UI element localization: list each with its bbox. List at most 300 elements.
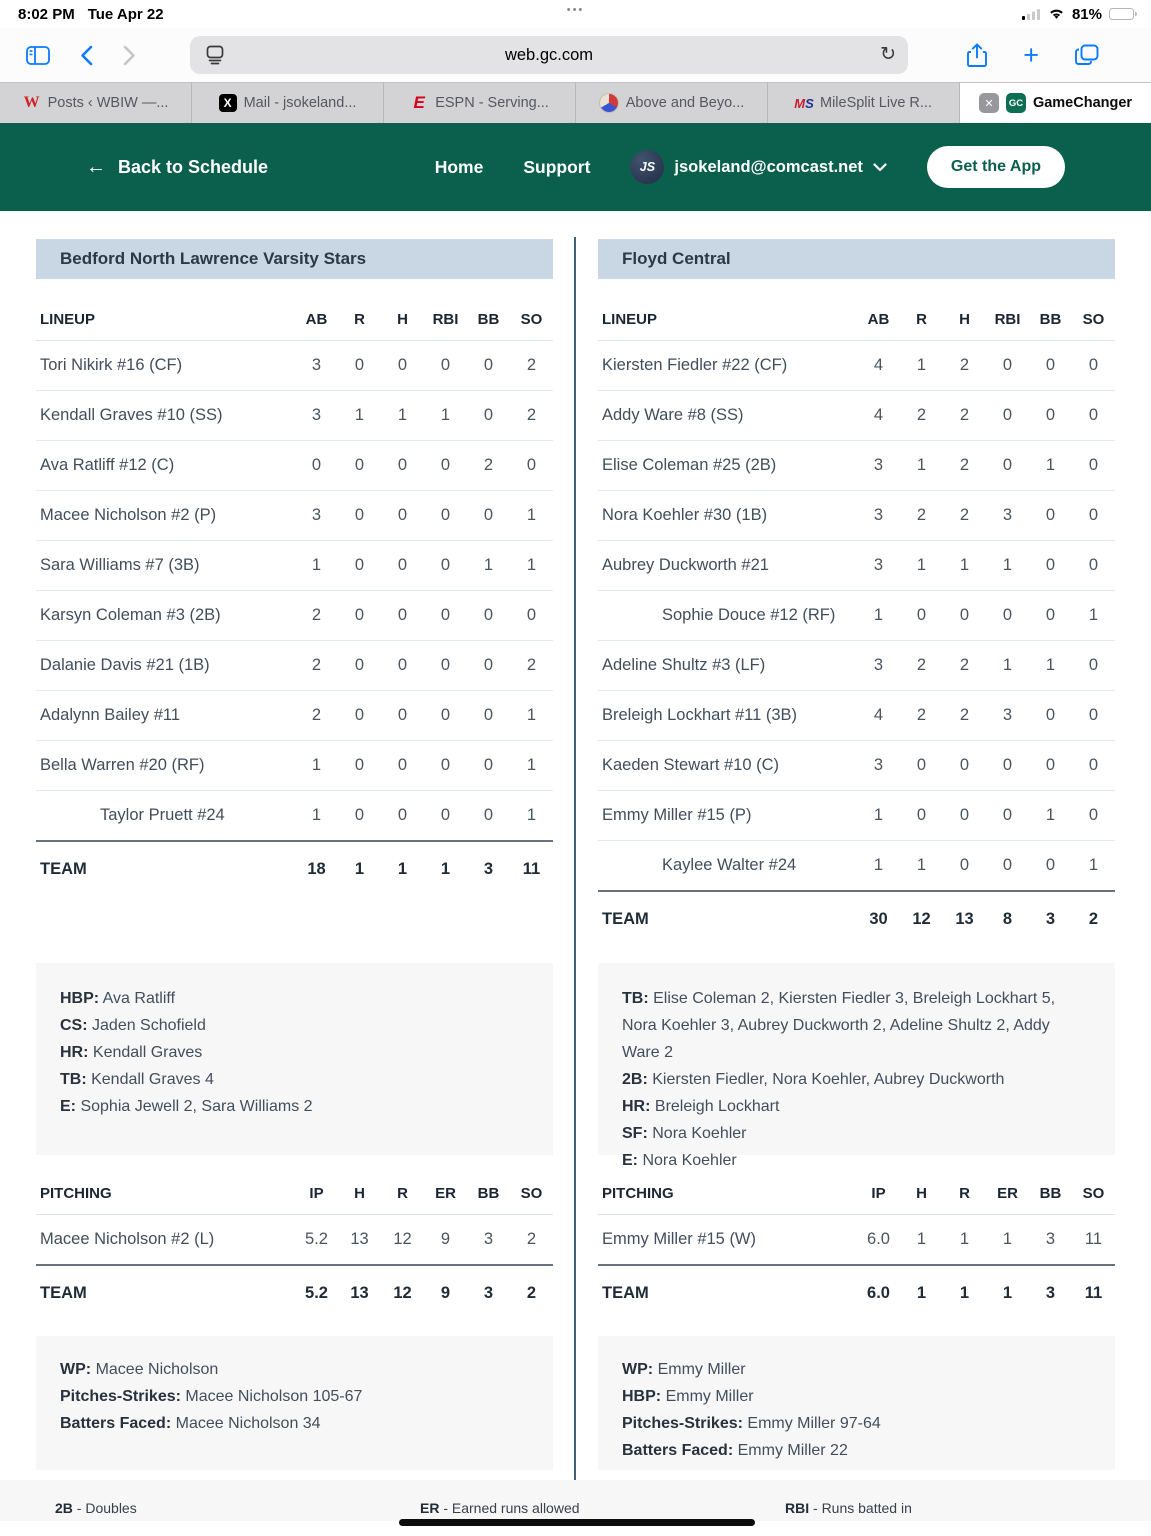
legend-desc: - Runs batted in: [813, 1500, 912, 1516]
stat: 1: [1002, 1283, 1013, 1302]
team-name-bar: [36, 239, 553, 279]
stat: 0: [354, 556, 365, 574]
battery-percent: 81%: [1071, 5, 1102, 23]
account-email: jsokeland@comcast.net: [674, 157, 863, 176]
stat: 0: [959, 606, 970, 624]
stat: 2: [959, 656, 970, 674]
stat: 5.2: [305, 1283, 328, 1302]
avatar: JS: [630, 150, 664, 184]
stat: 1: [397, 406, 408, 424]
stat: 6.0: [867, 1283, 890, 1302]
legend-item: [420, 1500, 580, 1516]
stat: 2: [526, 656, 537, 674]
stat: 0: [483, 406, 494, 424]
stat: 1: [483, 556, 494, 574]
table-row: [598, 441, 1115, 491]
stat: 1: [1045, 456, 1056, 474]
note-text: Macee Nicholson: [95, 1361, 219, 1378]
batting-notes: [36, 963, 553, 1155]
col-pitching: PITCHING: [40, 1185, 112, 1202]
col-pitching: PITCHING: [602, 1185, 674, 1202]
table-row: [36, 691, 553, 741]
stat: 13: [350, 1283, 369, 1302]
note-label: 2B:: [622, 1071, 648, 1088]
multitask-dots-icon: •••: [566, 4, 585, 16]
note-label: E:: [60, 1098, 76, 1115]
back-nav-icon[interactable]: [80, 45, 93, 66]
stat: 1: [916, 456, 927, 474]
tab-label: MileSplit Live R...: [819, 95, 932, 111]
table-row: [598, 491, 1115, 541]
stat: 3: [1002, 506, 1013, 524]
tab-above-and-beyond[interactable]: [576, 83, 768, 123]
stat: 2: [311, 706, 322, 724]
table-row: [36, 641, 553, 691]
nav-support-link[interactable]: Support: [523, 156, 591, 177]
nav-home-link[interactable]: Home: [434, 156, 484, 177]
stat: 0: [397, 606, 408, 624]
player-name: Karsyn Coleman #3 (2B): [40, 606, 221, 624]
note-text: Emmy Miller 97-64: [747, 1415, 881, 1432]
stat: 0: [1088, 506, 1099, 524]
note-line: [622, 985, 1091, 1066]
note-label: HBP:: [622, 1388, 662, 1405]
note-text: Elise Coleman 2, Kiersten Fiedler 3, Breleigh Lockhart 5, Nora Koehler 3, Aubrey Duckworth 2, Adeline Shultz 2, Addy Ware 2: [622, 990, 1056, 1061]
table-row: [36, 741, 553, 791]
stat: 0: [440, 806, 451, 824]
player-name: Ava Ratliff #12 (C): [40, 456, 175, 474]
espn-favicon: E: [413, 93, 425, 112]
stat: 1: [1088, 606, 1099, 624]
stat: 2: [311, 656, 322, 674]
stat: 0: [354, 456, 365, 474]
table-row: [598, 341, 1115, 391]
note-line: [60, 985, 529, 1012]
stat: 3: [873, 456, 884, 474]
note-label: Pitches-Strikes:: [622, 1415, 743, 1432]
stat: 1: [1002, 556, 1013, 574]
legend-desc: - Earned runs allowed: [443, 1500, 580, 1516]
col-bb: BB: [477, 311, 500, 328]
col-r: R: [916, 311, 927, 328]
col-er: ER: [997, 1185, 1018, 1202]
stat: 4: [873, 356, 884, 374]
team-name: Bedford North Lawrence Varsity Stars: [60, 249, 367, 268]
stat: 1: [354, 859, 365, 878]
column-divider: [574, 237, 576, 1483]
stat: 0: [354, 706, 365, 724]
batting-notes: [598, 963, 1115, 1169]
stat: 2: [526, 406, 537, 424]
note-text: Emmy Miller: [657, 1361, 746, 1378]
note-line: [622, 1356, 1091, 1383]
gamechanger-favicon: GC: [1006, 93, 1026, 113]
stat: 3: [873, 656, 884, 674]
team-box-home: [598, 239, 1115, 1470]
milesplit-favicon: [795, 94, 813, 112]
stat: 0: [397, 706, 408, 724]
battery-icon: [1109, 8, 1137, 20]
ms-s: S: [805, 95, 814, 111]
stat: 3: [1045, 1230, 1056, 1248]
refresh-icon[interactable]: ↻: [880, 44, 896, 65]
stat: 3: [873, 756, 884, 774]
wbiw-favicon: W: [23, 94, 40, 111]
pitching-total-row: [598, 1264, 1115, 1320]
note-line: [622, 1383, 1091, 1410]
stat: 0: [1045, 556, 1056, 574]
team-name: Floyd Central: [622, 249, 731, 268]
stat: 1: [916, 856, 927, 874]
table-row: [598, 691, 1115, 741]
stat: 1: [354, 406, 365, 424]
note-text: Sophia Jewell 2, Sara Williams 2: [80, 1098, 313, 1115]
stat: 0: [311, 456, 322, 474]
stat: 4: [873, 406, 884, 424]
stat: 0: [483, 656, 494, 674]
toolbar-left-group: [26, 45, 136, 66]
team-name-bar: [598, 239, 1115, 279]
site-header: [0, 123, 1151, 211]
note-line: [622, 1147, 1091, 1174]
site-nav: [435, 146, 1065, 188]
table-row: [36, 391, 553, 441]
stat: 13: [955, 909, 974, 928]
player-name: Sara Williams #7 (3B): [40, 556, 200, 574]
address-bar[interactable]: [190, 36, 908, 74]
col-so: SO: [1082, 311, 1105, 328]
player-name: Emmy Miller #15 (P): [602, 806, 752, 824]
stat: 0: [440, 356, 451, 374]
player-name: Kaeden Stewart #10 (C): [602, 756, 780, 774]
note-label: Batters Faced:: [60, 1415, 172, 1432]
stat: 0: [1045, 706, 1056, 724]
pitching-total-row: [36, 1264, 553, 1320]
tab-label: GameChanger: [1032, 95, 1133, 111]
stat: 1: [1002, 656, 1013, 674]
stat: 0: [397, 456, 408, 474]
stat: 12: [393, 1283, 412, 1302]
player-name: Kiersten Fiedler #22 (CF): [602, 356, 788, 374]
stat: 0: [916, 806, 927, 824]
stat: 3: [873, 506, 884, 524]
table-row: [598, 791, 1115, 841]
stat: 2: [959, 456, 970, 474]
stat: 0: [1045, 606, 1056, 624]
stat: 1: [1088, 856, 1099, 874]
pitcher-row: [598, 1215, 1115, 1264]
back-label: Back to Schedule: [118, 156, 269, 177]
lineup-table: [36, 279, 553, 951]
team-total-label: TEAM: [602, 909, 649, 928]
tab-wbiw[interactable]: [0, 83, 192, 123]
col-bb: BB: [1039, 311, 1062, 328]
stat: 3: [311, 406, 322, 424]
stat: 2: [1088, 909, 1099, 928]
stat: 3: [483, 1283, 494, 1302]
note-text: Nora Koehler: [652, 1125, 747, 1142]
stat: 0: [1045, 506, 1056, 524]
note-label: TB:: [622, 990, 649, 1007]
col-ip: IP: [309, 1185, 324, 1202]
stat: 12: [393, 1230, 412, 1248]
stat: 3: [311, 356, 322, 374]
stat: 1: [873, 856, 884, 874]
stat: 0: [440, 556, 451, 574]
pitching-notes: [36, 1336, 553, 1470]
stat: 0: [1045, 406, 1056, 424]
stat: 13: [350, 1230, 369, 1248]
note-text: Emmy Miller: [665, 1388, 754, 1405]
tab-mail[interactable]: [192, 83, 384, 123]
stat: 0: [1002, 606, 1013, 624]
player-name: Adalynn Bailey #11: [40, 706, 181, 724]
share-icon[interactable]: [967, 43, 987, 68]
cellular-icon: [1022, 8, 1041, 20]
stat: 1: [916, 556, 927, 574]
table-row: [36, 341, 553, 391]
legend-item: [785, 1500, 912, 1516]
table-row: [598, 841, 1115, 890]
stat: 0: [1088, 356, 1099, 374]
home-indicator[interactable]: [399, 1519, 755, 1526]
stat: 0: [1045, 356, 1056, 374]
stat: 3: [1045, 1283, 1056, 1302]
stat: 0: [1088, 706, 1099, 724]
page-settings-icon[interactable]: [205, 45, 225, 65]
player-name: Bella Warren #20 (RF): [40, 756, 205, 774]
stat: 1: [526, 506, 537, 524]
note-text: Kendall Graves 4: [91, 1071, 214, 1088]
stat: 12: [912, 909, 931, 928]
team-total-row: [36, 840, 553, 896]
tab-label: Posts ‹ WBIW —...: [47, 95, 169, 111]
toolbar-right-group: [967, 40, 1099, 70]
battery-tip: [1135, 12, 1137, 16]
col-h: H: [354, 1185, 365, 1202]
note-text: Breleigh Lockhart: [654, 1098, 780, 1115]
player-name: Adeline Shultz #3 (LF): [602, 656, 766, 674]
stat: 0: [1002, 456, 1013, 474]
stat: 1: [526, 806, 537, 824]
stat: 1: [959, 556, 970, 574]
stat: 2: [311, 606, 322, 624]
get-the-app-button[interactable]: Get the App: [927, 146, 1065, 188]
player-name: Addy Ware #8 (SS): [602, 406, 744, 424]
col-so: SO: [1082, 1185, 1105, 1202]
stat: 0: [397, 656, 408, 674]
stat: 3: [483, 859, 494, 878]
note-label: Batters Faced:: [622, 1442, 734, 1459]
col-er: ER: [435, 1185, 456, 1202]
table-row: [598, 741, 1115, 791]
forward-nav-icon[interactable]: [123, 45, 136, 66]
globe-favicon: [599, 93, 619, 113]
col-rbi: RBI: [432, 311, 459, 328]
stat: 0: [354, 756, 365, 774]
stat: 11: [522, 859, 541, 878]
col-bb: BB: [477, 1185, 500, 1202]
new-tab-icon[interactable]: +: [1023, 40, 1039, 70]
stat: 0: [1002, 806, 1013, 824]
stat: 1: [1045, 806, 1056, 824]
stat: 0: [1088, 756, 1099, 774]
stat: 0: [1045, 856, 1056, 874]
stat: 0: [354, 356, 365, 374]
note-label: HR:: [622, 1098, 651, 1115]
lineup-header-row: [36, 279, 553, 341]
stat: 8: [1002, 909, 1013, 928]
stat: 0: [1088, 406, 1099, 424]
stat: 0: [440, 656, 451, 674]
player-name: Nora Koehler #30 (1B): [602, 506, 768, 524]
stat: 2: [526, 356, 537, 374]
stat: 9: [440, 1283, 451, 1302]
col-rbi: RBI: [994, 311, 1021, 328]
stat: 6.0: [867, 1230, 890, 1248]
legend-abbr: ER: [420, 1500, 440, 1516]
player-name: Sophie Douce #12 (RF): [662, 606, 836, 624]
stat: 1: [526, 756, 537, 774]
back-to-schedule-link[interactable]: [86, 156, 268, 179]
col-bb: BB: [1039, 1185, 1062, 1202]
legend-item: [55, 1500, 137, 1516]
table-row: [598, 591, 1115, 641]
ms-m: M: [794, 95, 806, 111]
stat: 0: [397, 756, 408, 774]
stat: 3: [873, 556, 884, 574]
sidebar-toggle-icon[interactable]: [26, 46, 50, 65]
stat: 0: [1002, 856, 1013, 874]
col-so: SO: [520, 311, 543, 328]
stat: 0: [916, 756, 927, 774]
stat: 2: [483, 456, 494, 474]
col-h: H: [959, 311, 970, 328]
back-arrow-icon: ←: [86, 155, 106, 178]
close-tab-icon[interactable]: ✕: [979, 93, 999, 113]
col-lineup: LINEUP: [40, 311, 96, 328]
note-line: [60, 1066, 529, 1093]
note-label: E:: [622, 1152, 638, 1169]
tab-label: ESPN - Serving...: [435, 95, 549, 111]
stat: 3: [311, 506, 322, 524]
stat: 2: [916, 656, 927, 674]
stat: 0: [440, 606, 451, 624]
note-line: [60, 1356, 529, 1383]
stat: 0: [916, 606, 927, 624]
note-text: Kendall Graves: [92, 1044, 203, 1061]
tab-milesplit[interactable]: [768, 83, 960, 123]
note-text: Macee Nicholson 34: [175, 1415, 321, 1432]
box-score-content: [0, 211, 1151, 1521]
col-so: SO: [520, 1185, 543, 1202]
stat: 1: [1002, 1230, 1013, 1248]
legend-desc: - Doubles: [76, 1500, 137, 1516]
note-text: Kiersten Fiedler, Nora Koehler, Aubrey Duckworth: [652, 1071, 1005, 1088]
note-line: [60, 1093, 529, 1120]
stat: 2: [916, 406, 927, 424]
team-total-label: TEAM: [40, 1283, 87, 1302]
stat: 3: [1045, 909, 1056, 928]
account-menu[interactable]: [630, 150, 887, 184]
stat: 5.2: [305, 1230, 328, 1248]
note-line: [60, 1039, 529, 1066]
tabs-overview-icon[interactable]: [1075, 44, 1099, 66]
stat: 0: [440, 456, 451, 474]
player-name: Breleigh Lockhart #11 (3B): [602, 706, 798, 724]
col-ip: IP: [871, 1185, 886, 1202]
table-row: [36, 791, 553, 840]
tab-espn[interactable]: [384, 83, 576, 123]
stat: 0: [354, 656, 365, 674]
stat: 3: [483, 1230, 494, 1248]
stat: 1: [440, 406, 451, 424]
stat: 1: [440, 859, 451, 878]
stat: 1: [959, 1283, 970, 1302]
status-icons: [1022, 6, 1137, 23]
stat: 1: [311, 756, 322, 774]
legend-abbr: RBI: [785, 1500, 810, 1516]
table-row: [36, 591, 553, 641]
pitching-notes: [598, 1336, 1115, 1470]
stat: 2: [526, 1230, 537, 1248]
note-label: Pitches-Strikes:: [60, 1388, 181, 1405]
legend-abbr: 2B: [55, 1500, 73, 1516]
stat: 0: [959, 856, 970, 874]
status-time-date: [18, 6, 164, 23]
stat: 1: [311, 806, 322, 824]
note-label: HBP:: [60, 990, 100, 1007]
stat: 0: [483, 506, 494, 524]
tab-gamechanger-active[interactable]: [960, 83, 1151, 123]
note-line: [622, 1437, 1091, 1464]
note-line: [622, 1120, 1091, 1147]
status-date: Tue Apr 22: [87, 5, 164, 23]
player-name: Elise Coleman #25 (2B): [602, 456, 777, 474]
stat: 0: [440, 706, 451, 724]
player-name: Kaylee Walter #24: [662, 856, 797, 874]
stat: 30: [869, 909, 888, 928]
stat: 0: [526, 456, 537, 474]
team-total-label: TEAM: [602, 1283, 649, 1302]
stat: 1: [916, 356, 927, 374]
player-name: Aubrey Duckworth #21: [602, 556, 769, 574]
stat: 0: [526, 606, 537, 624]
stat: 9: [440, 1230, 451, 1248]
note-text: Jaden Schofield: [92, 1017, 206, 1034]
note-line: [60, 1012, 529, 1039]
note-label: CS:: [60, 1017, 88, 1034]
stat: 1: [311, 556, 322, 574]
pitching-header-row: [36, 1185, 553, 1215]
stat: 0: [1002, 356, 1013, 374]
stat: 1: [916, 1230, 927, 1248]
stat: 0: [483, 356, 494, 374]
note-line: [622, 1410, 1091, 1437]
stat: 0: [483, 706, 494, 724]
note-text: Ava Ratliff: [102, 990, 176, 1007]
pitching-header-row: [598, 1185, 1115, 1215]
wifi-icon: [1048, 8, 1065, 20]
stat: 1: [397, 859, 408, 878]
note-text: Macee Nicholson 105-67: [185, 1388, 363, 1405]
player-name: Kendall Graves #10 (SS): [40, 406, 223, 424]
note-label: WP:: [60, 1361, 92, 1378]
stat: 0: [1088, 556, 1099, 574]
stat: 0: [397, 356, 408, 374]
stat: 11: [1084, 1230, 1103, 1248]
team-total-row: [598, 890, 1115, 946]
